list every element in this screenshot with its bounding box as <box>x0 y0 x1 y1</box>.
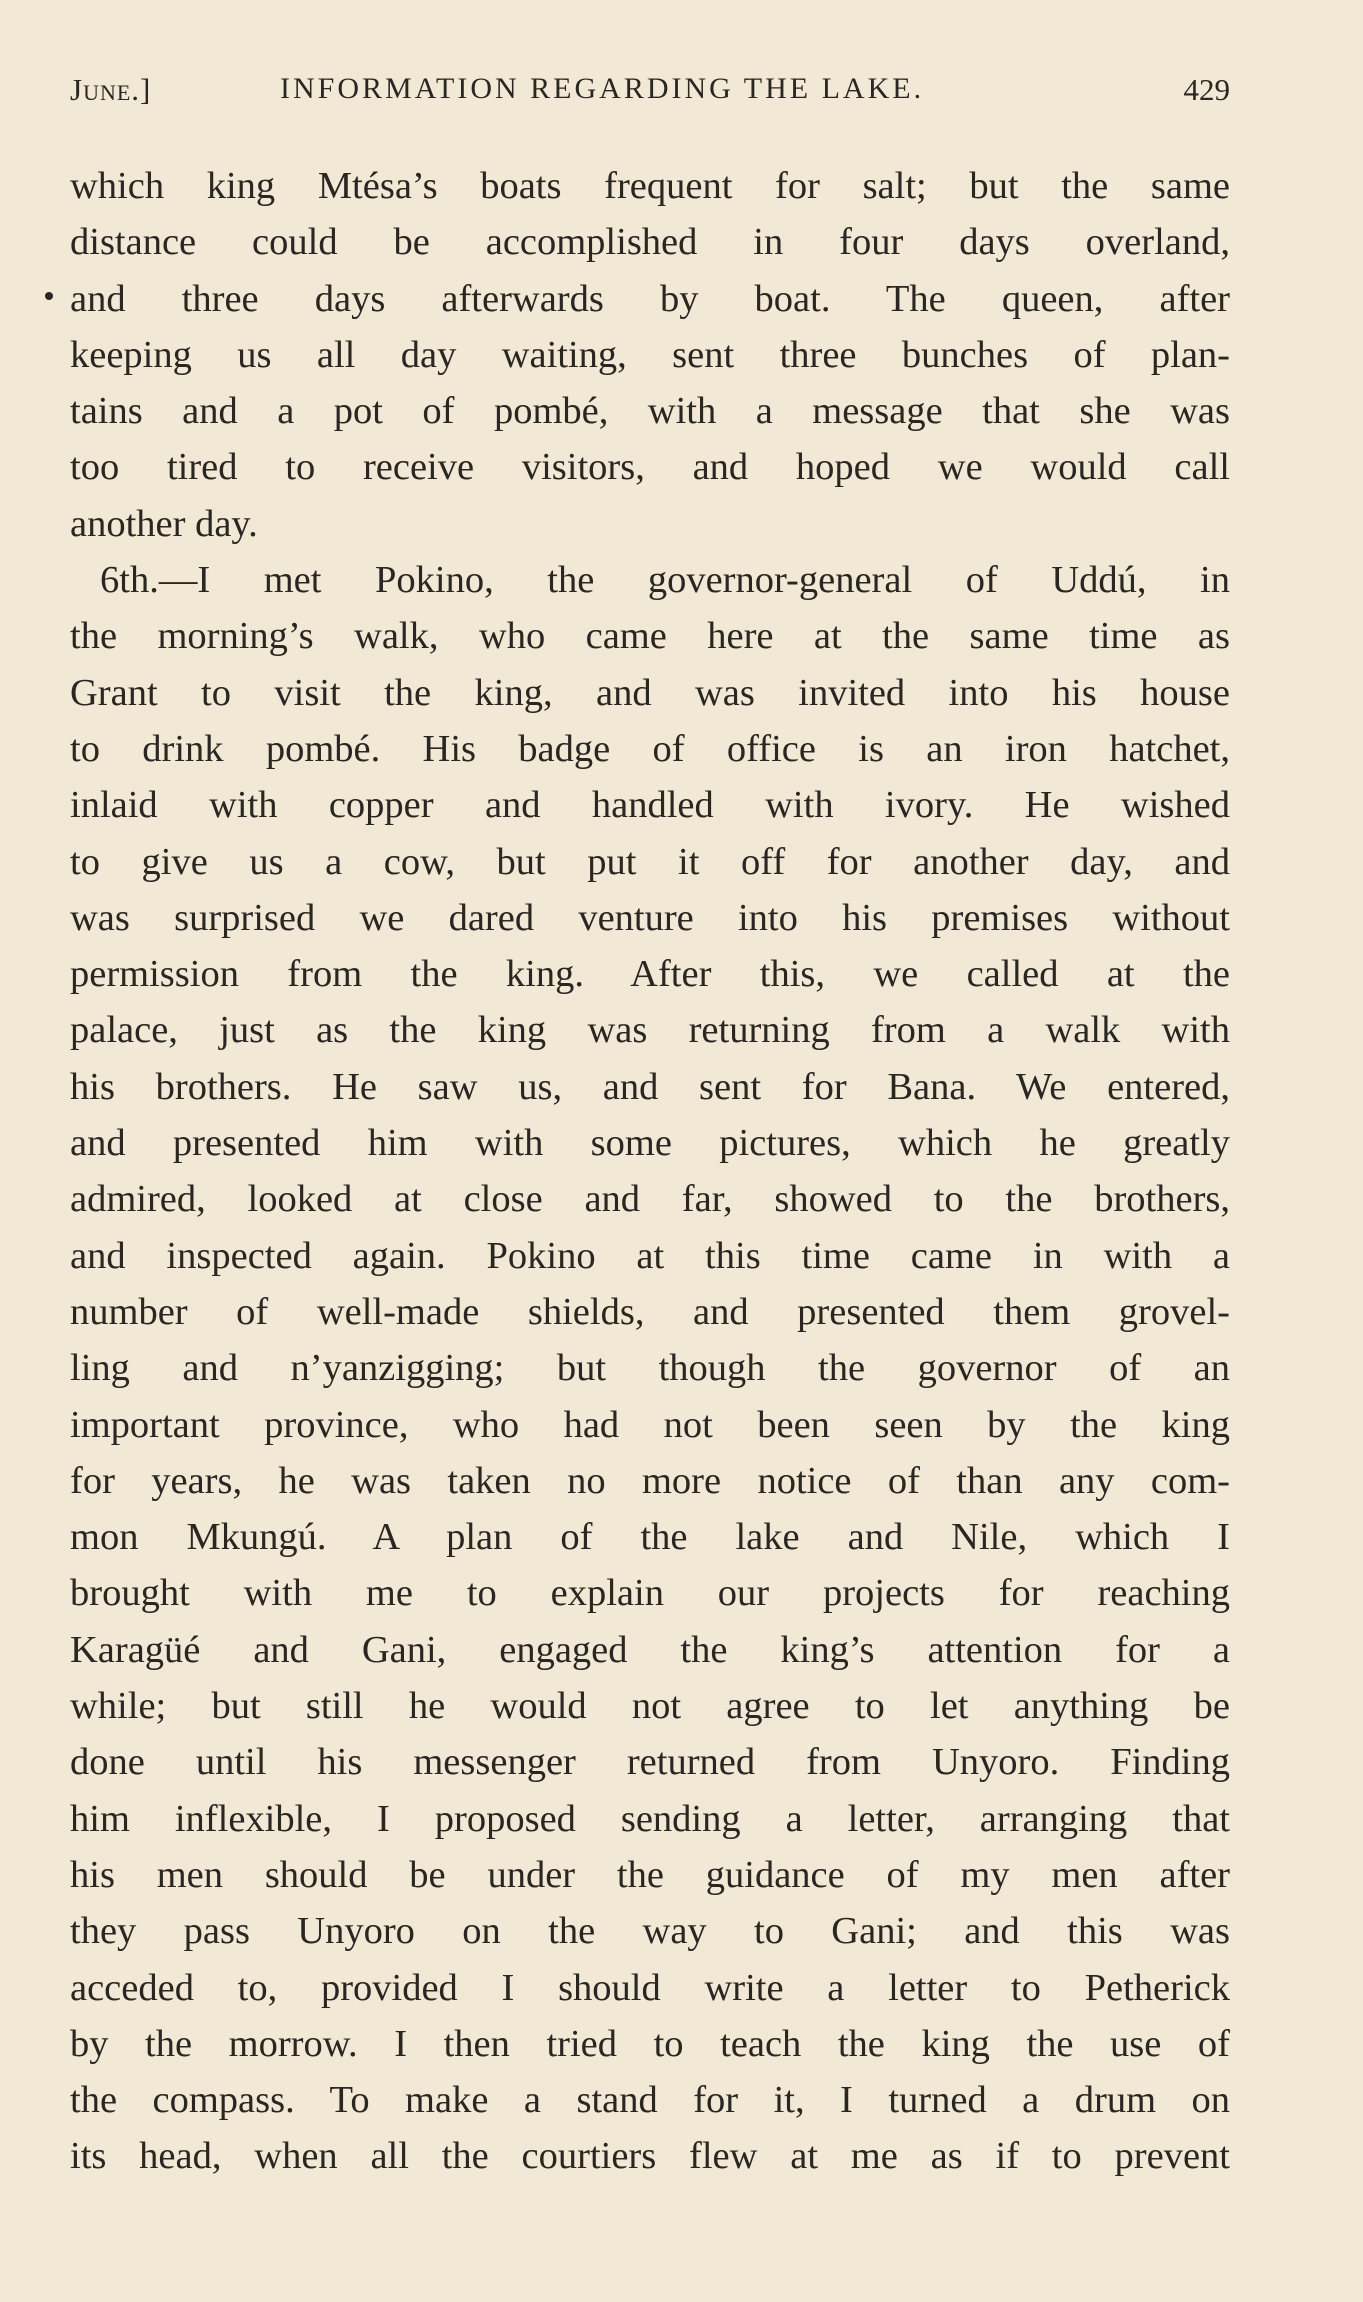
text-line: and presented him with some pictures, which he greatly <box>70 1122 1230 1165</box>
text-line: they pass Unyoro on the way to Gani; and this was <box>70 1910 1230 1953</box>
text-line: palace, just as the king was returning from a walk with <box>70 1009 1230 1052</box>
text-line: to give us a cow, but put it off for another day, and <box>70 840 1230 883</box>
text-line: and inspected again. Pokino at this time came in with a <box>70 1234 1230 1277</box>
text-line: him inflexible, I proposed sending a letter, arranging that <box>70 1797 1230 1840</box>
text-line: done until his messenger returned from Unyoro. Finding <box>70 1741 1230 1784</box>
text-line: while; but still he would not agree to let anything be <box>70 1685 1230 1728</box>
text-line: tains and a pot of pombé, with a message that she was <box>70 390 1230 433</box>
text-line: number of well-made shields, and presented them grovel- <box>70 1290 1230 1333</box>
text-line: which king Mtésa’s boats frequent for salt; but the same <box>70 165 1230 207</box>
text-line: his men should be under the guidance of my men after <box>70 1853 1230 1896</box>
text-line: distance could be accomplished in four days overland, <box>70 221 1230 264</box>
text-line: mon Mkungú. A plan of the lake and Nile, which I <box>70 1516 1230 1559</box>
text-line: ling and n’yanzigging; but though the governor of an <box>70 1347 1230 1390</box>
text-line: its head, when all the courtiers flew at me as if to prevent <box>70 2135 1230 2178</box>
text-line: to drink pombé. His badge of office is an iron hatchet, <box>70 727 1230 770</box>
text-line: acceded to, provided I should write a letter to Petherick <box>70 1966 1230 2009</box>
page-number: 429 <box>1183 72 1230 107</box>
text-line: for years, he was taken no more notice of than any com- <box>70 1459 1230 1502</box>
text-line: and three days afterwards by boat. The queen, after <box>70 277 1230 320</box>
text-line: brought with me to explain our projects for reaching <box>70 1572 1230 1615</box>
text-line: Karagüé and Gani, engaged the king’s attention for a <box>70 1628 1230 1671</box>
text-line: the morning’s walk, who came here at the same time as <box>70 615 1230 658</box>
text-line: another day. <box>70 502 258 545</box>
text-line: his brothers. He saw us, and sent for Bana. We entered, <box>70 1065 1230 1108</box>
text-line: keeping us all day waiting, sent three bunches of plan- <box>70 333 1230 376</box>
text-line: inlaid with copper and handled with ivory. He wished <box>70 784 1230 827</box>
text-line: was surprised we dared venture into his premises without <box>70 896 1230 939</box>
margin-ink-dot <box>45 292 53 300</box>
text-line: the compass. To make a stand for it, I turned a drum on <box>70 2079 1230 2122</box>
text-line: Grant to visit the king, and was invited into his house <box>70 671 1230 714</box>
body-text <box>70 158 1230 2185</box>
text-line: important province, who had not been seen by the king <box>70 1403 1230 1446</box>
text-line: by the morrow. I then tried to teach the king the use of <box>70 2022 1230 2065</box>
text-line: 6th.—I met Pokino, the governor-general of Uddú, in <box>100 559 1230 602</box>
text-line: permission from the king. After this, we called at the <box>70 953 1230 996</box>
text-line: admired, looked at close and far, showed to the brothers, <box>70 1178 1230 1221</box>
text-line: too tired to receive visitors, and hoped we would call <box>70 446 1230 489</box>
running-head-month: June.] <box>70 72 152 107</box>
running-head <box>70 72 1230 118</box>
running-head-title: INFORMATION REGARDING THE LAKE. <box>280 72 925 105</box>
